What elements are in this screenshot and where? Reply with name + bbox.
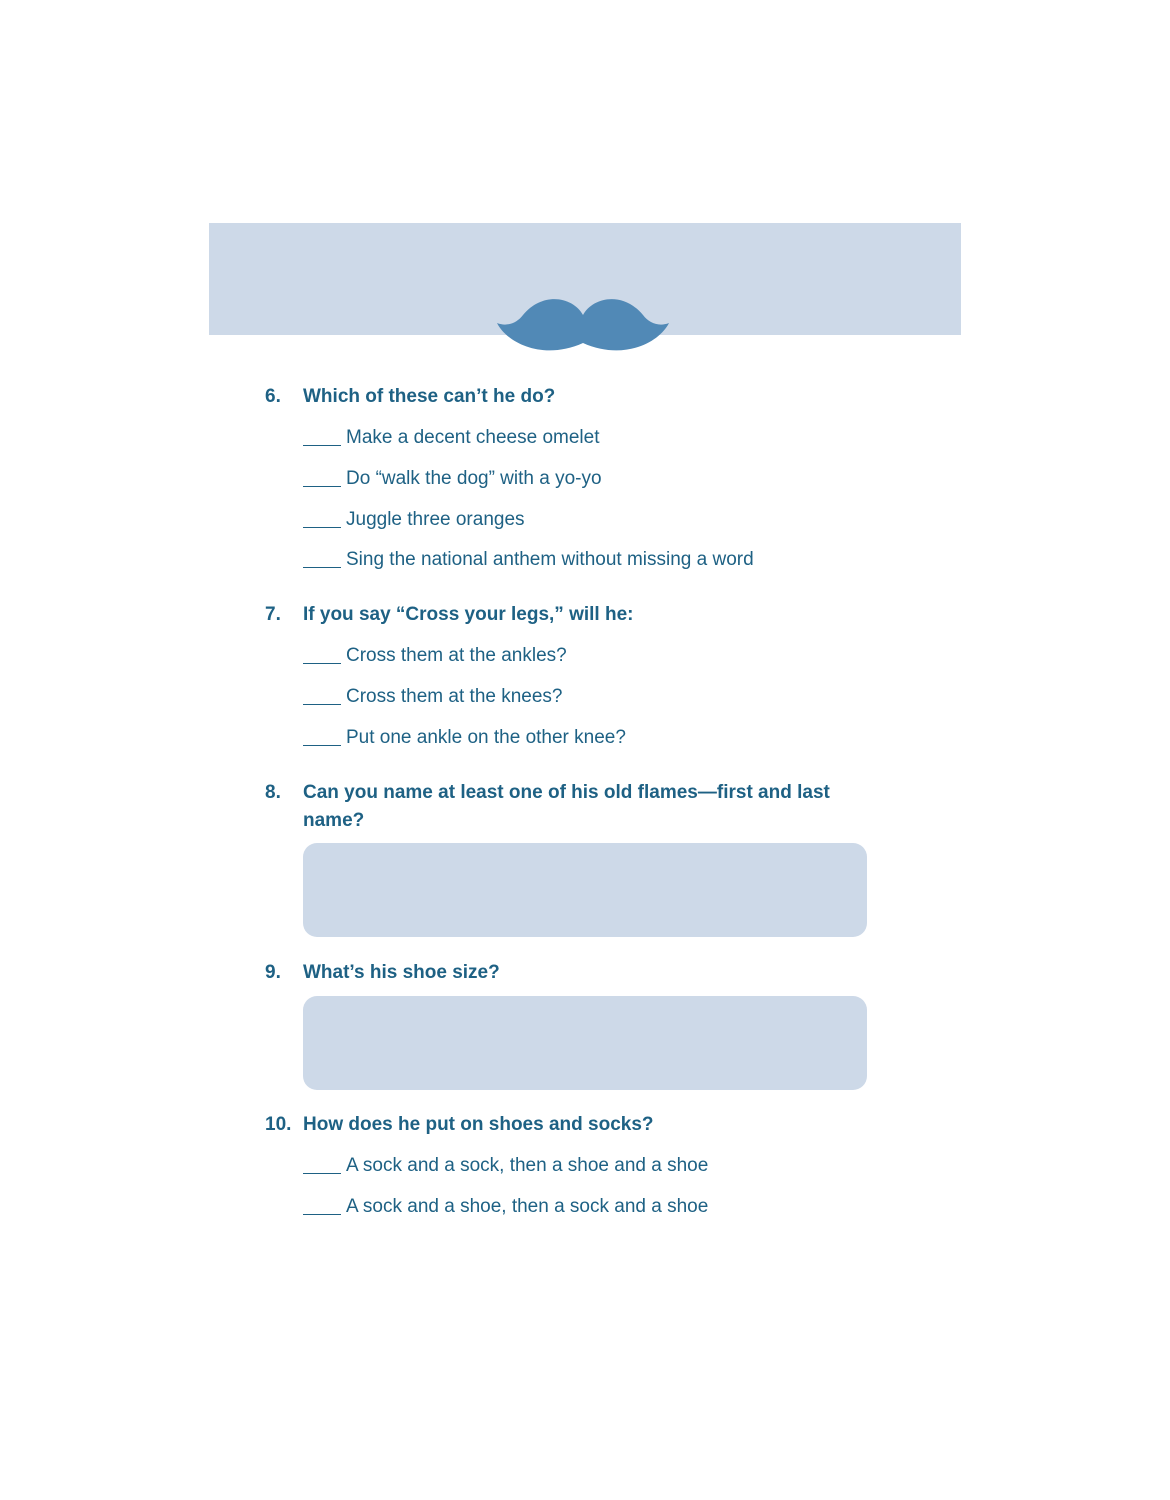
answer-box-shoe-size[interactable] <box>303 996 867 1090</box>
answer-blank[interactable] <box>303 703 341 705</box>
question-number: 8. <box>265 782 281 803</box>
option-item[interactable] <box>303 1195 708 1219</box>
answer-blank[interactable] <box>303 444 341 446</box>
question-text: If you say “Cross your legs,” will he: <box>303 604 634 625</box>
question-text: What’s his shoe size? <box>303 962 500 983</box>
answer-blank[interactable] <box>303 662 341 664</box>
question-text: How does he put on shoes and socks? <box>303 1114 654 1135</box>
option-label: Cross them at the knees? <box>346 686 563 707</box>
option-item[interactable] <box>303 726 626 750</box>
answer-blank[interactable] <box>303 1213 341 1215</box>
option-label: Put one ankle on the other knee? <box>346 727 626 748</box>
answer-box-old-flame[interactable] <box>303 843 867 937</box>
option-label: A sock and a shoe, then a sock and a shoe <box>346 1196 709 1217</box>
option-item[interactable] <box>303 548 754 572</box>
question-text: Which of these can’t he do? <box>303 386 556 407</box>
question-9 <box>265 959 885 987</box>
option-item[interactable] <box>303 644 567 668</box>
question-number: 6. <box>265 386 281 407</box>
option-label: Sing the national anthem without missing a word <box>346 549 754 570</box>
answer-blank[interactable] <box>303 566 341 568</box>
answer-blank[interactable] <box>303 744 341 746</box>
answer-blank[interactable] <box>303 526 341 528</box>
option-item[interactable] <box>303 467 602 491</box>
option-label: Cross them at the ankles? <box>346 645 567 666</box>
question-8 <box>265 779 885 835</box>
option-item[interactable] <box>303 1154 708 1178</box>
option-item[interactable] <box>303 426 600 450</box>
answer-blank[interactable] <box>303 1172 341 1174</box>
option-item[interactable] <box>303 508 525 532</box>
question-7 <box>265 601 885 629</box>
option-label: A sock and a sock, then a shoe and a shoe <box>346 1155 709 1176</box>
option-label: Make a decent cheese omelet <box>346 427 600 448</box>
option-label: Juggle three oranges <box>346 509 525 530</box>
question-number: 9. <box>265 962 281 983</box>
answer-blank[interactable] <box>303 485 341 487</box>
question-text: Can you name at least one of his old flames—first and last name? <box>303 782 830 831</box>
question-6 <box>265 383 885 411</box>
option-label: Do “walk the dog” with a yo-yo <box>346 468 602 489</box>
question-number: 7. <box>265 604 281 625</box>
mustache-icon <box>493 293 673 359</box>
question-number: 10. <box>265 1114 292 1135</box>
question-10 <box>265 1111 885 1139</box>
option-item[interactable] <box>303 685 563 709</box>
